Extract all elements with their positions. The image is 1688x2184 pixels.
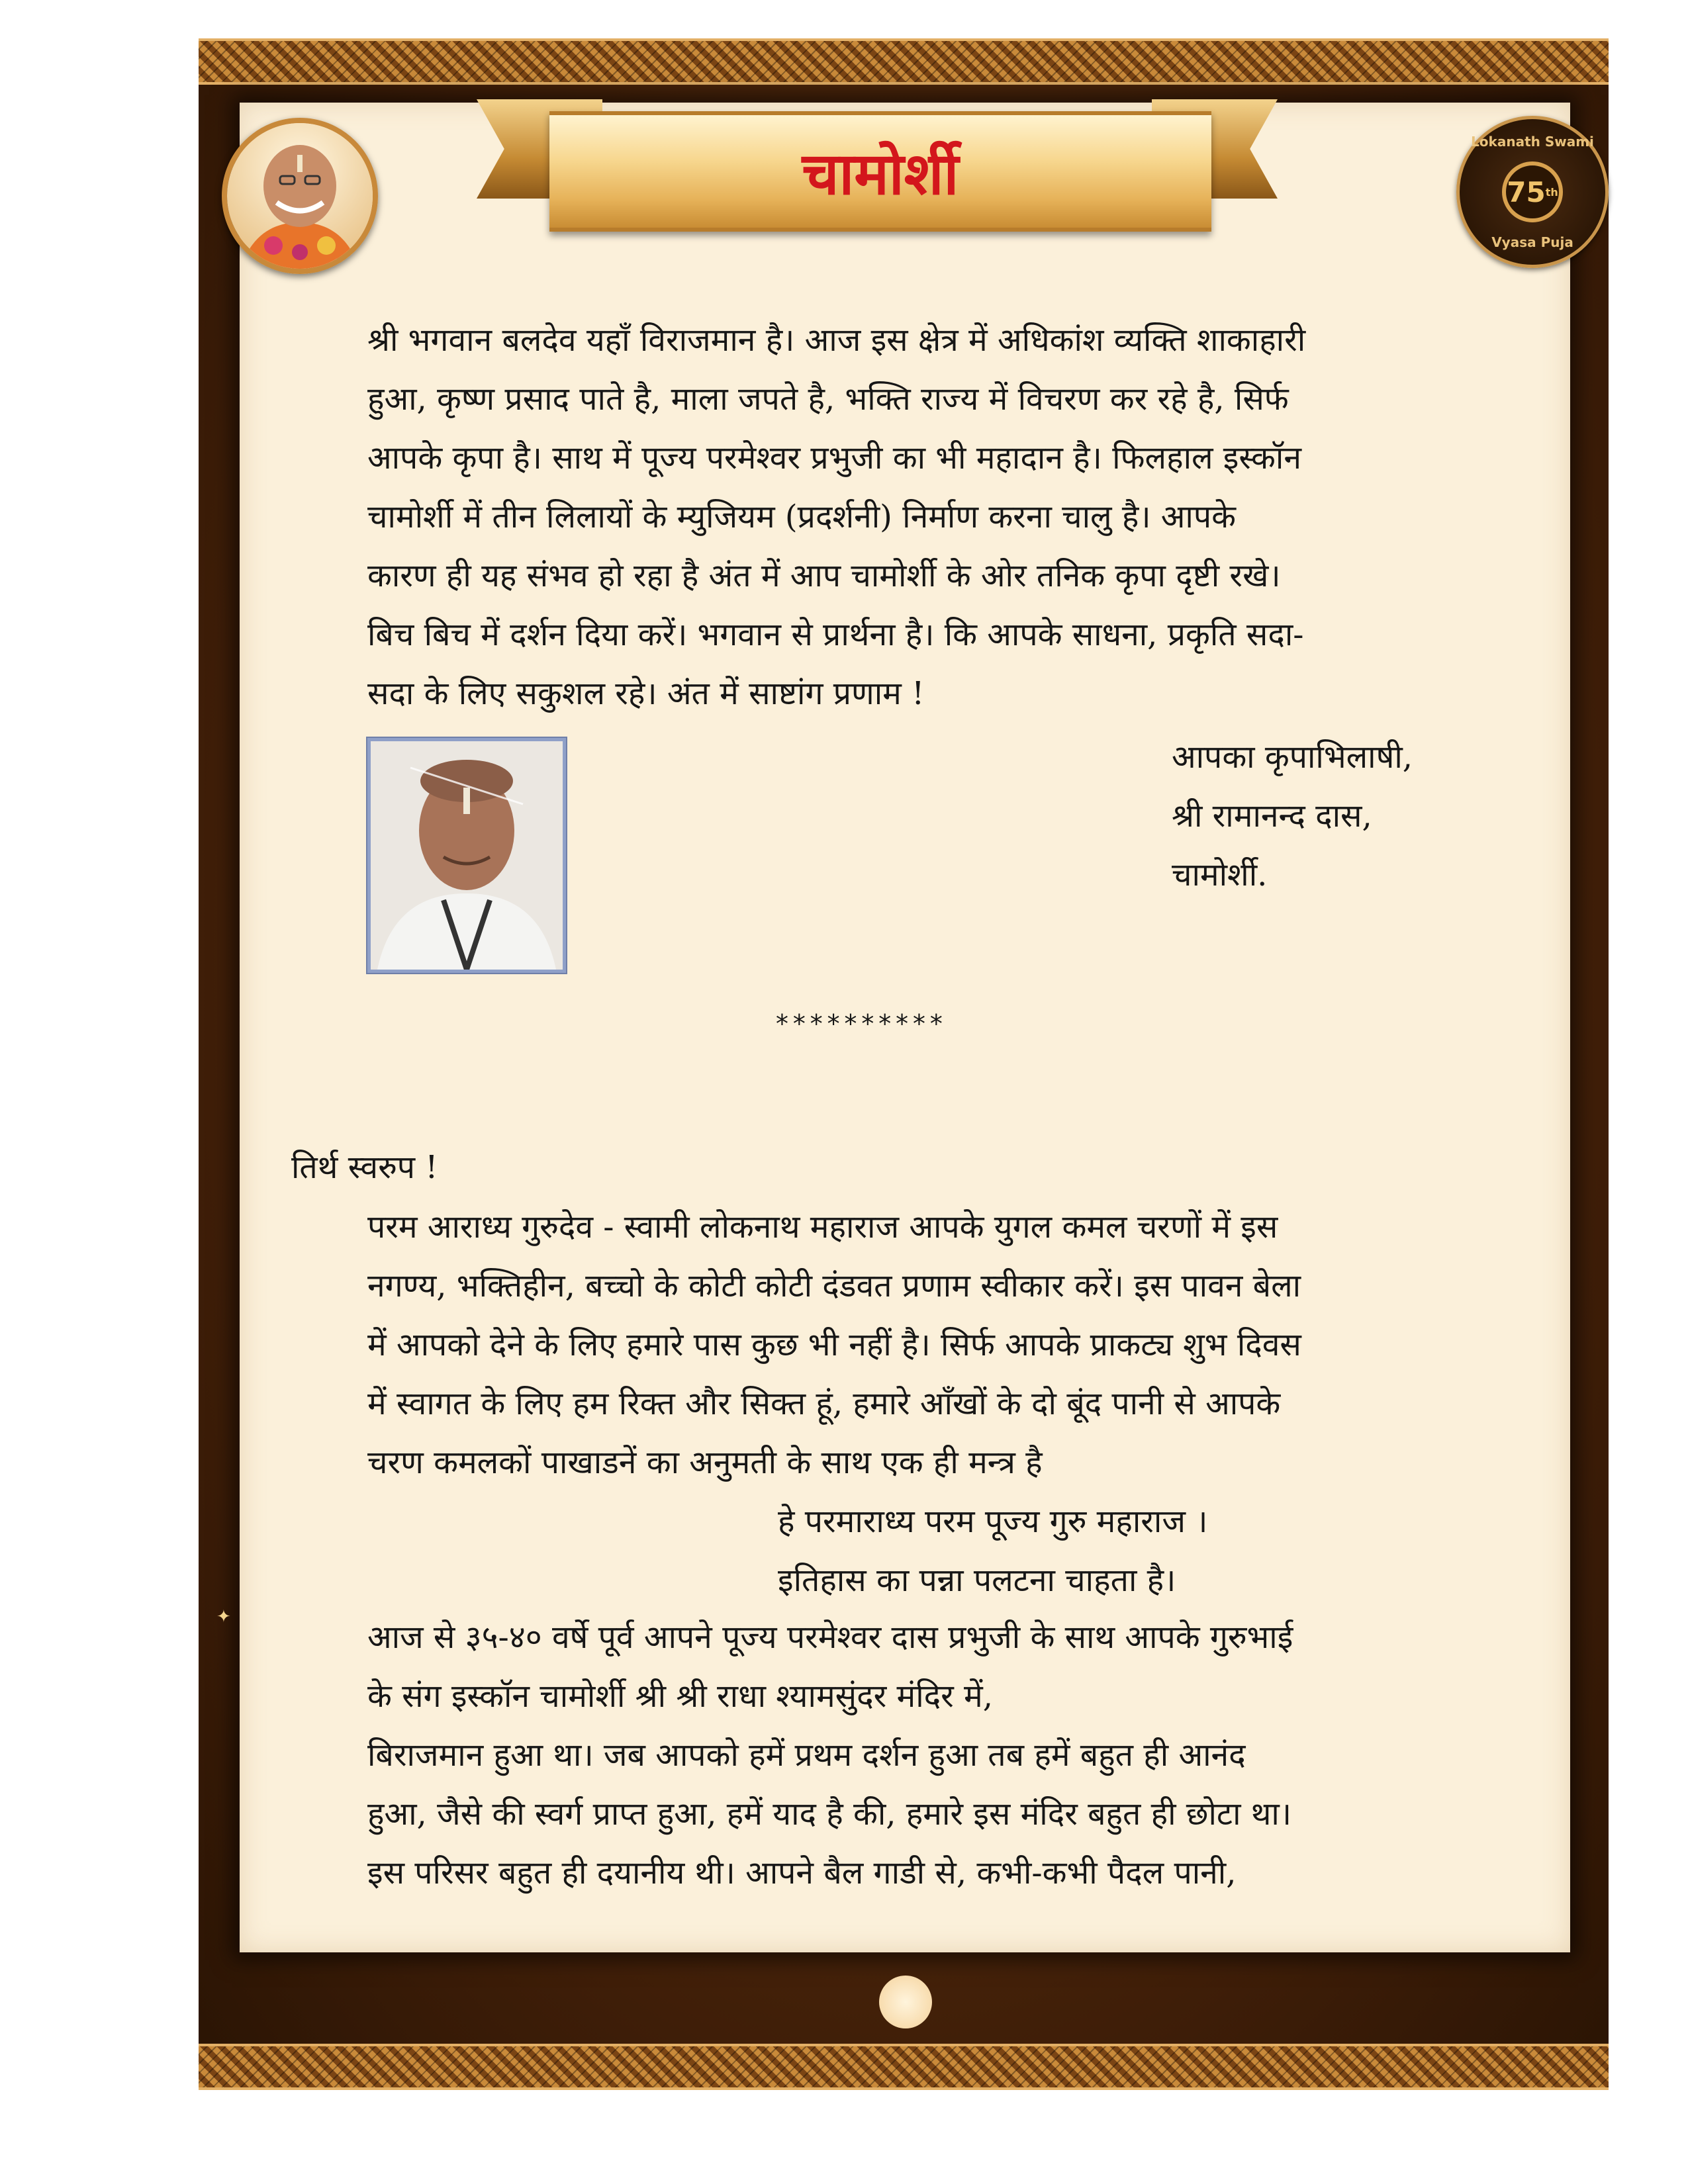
sparkle-icon: ✦ bbox=[216, 1607, 231, 1627]
letter-2-line: इस परिसर बहुत ही दयानीय थी। आपने बैल गाडी से, कभी-कभी पैदल पानी, bbox=[367, 1854, 1237, 1891]
letter-2-line: बिराजमान हुआ था। जब आपको हमें प्रथम दर्शन हुआ तब हमें बहुत ही आनंद bbox=[367, 1737, 1246, 1774]
signature-line: श्री रामानन्द दास, bbox=[1172, 797, 1372, 835]
author-photo-image bbox=[371, 741, 563, 970]
guru-portrait-image bbox=[227, 123, 373, 269]
letter-2-line: हुआ, जैसे की स्वर्ग प्राप्त हुआ, हमें याद है की, हमारे इस मंदिर बहुत ही छोटा था। bbox=[367, 1796, 1292, 1833]
mantra-line: हे परमाराध्य परम पूज्य गुरु महाराज । bbox=[778, 1503, 1208, 1540]
letter-2-line: में आपको देने के लिए हमारे पास कुछ भी नहीं है। सिर्फ आपके प्राकट्य शुभ दिवस bbox=[367, 1326, 1301, 1363]
letter-2-body-a bbox=[367, 1198, 1499, 1492]
letter-1-line: हुआ, कृष्ण प्रसाद पाते है, माला जपते है, भक्ति राज्य में विचरण कर रहे है, सिर्फ bbox=[367, 381, 1289, 418]
letter-2-body-b bbox=[367, 1608, 1499, 1903]
letter-2-line: में स्वागत के लिए हम रिक्त और सिक्त हूं, हमारे आँखों के दो बूंद पानी से आपके bbox=[367, 1385, 1281, 1422]
letter-1-line: चामोर्शी में तीन लिलायों के म्युजियम (प्रदर्शनी) निर्माण करना चालु है। आपके bbox=[367, 498, 1236, 535]
title-ribbon bbox=[549, 111, 1211, 232]
signature-line: चामोर्शी. bbox=[1172, 856, 1268, 893]
letter-2-line: आज से ३५-४० वर्षे पूर्व आपने पूज्य परमेश्वर दास प्रभुजी के साथ आपके गुरुभाई bbox=[367, 1619, 1293, 1656]
bottom-border bbox=[199, 2044, 1609, 2090]
mantra-block bbox=[778, 1492, 1440, 1610]
signature-line: आपका कृपाभिलाषी, bbox=[1172, 739, 1413, 776]
letter-2-salutation: तिर्थ स्वरुप ! bbox=[291, 1149, 438, 1186]
letter-1-body bbox=[367, 311, 1499, 723]
badge-number: 75 bbox=[1507, 175, 1546, 208]
author-photo bbox=[367, 738, 566, 973]
badge-top-text: Lokanath Swami bbox=[1471, 134, 1594, 150]
guru-portrait bbox=[222, 118, 378, 274]
letter-1-line: सदा के लिए सकुशल रहे। अंत में साष्टांग प्रणाम ! bbox=[367, 675, 925, 712]
letter-1-line: कारण ही यह संभव हो रहा है अंत में आप चामोर्शी के ओर तनिक कृपा दृष्टी रखे। bbox=[367, 557, 1281, 594]
badge-number-ring bbox=[1502, 161, 1563, 222]
letter-2-line: नगण्य, भक्तिहीन, बच्चो के कोटी कोटी दंडवत प्रणाम स्वीकार करें। इस पावन बेला bbox=[367, 1267, 1301, 1304]
letter-1-signature bbox=[1172, 728, 1503, 905]
letter-1-line: बिच बिच में दर्शन दिया करें। भगवान से प्रार्थना है। कि आपके साधना, प्रकृति सदा- bbox=[367, 616, 1304, 653]
page-title: चामोर्शी bbox=[802, 139, 959, 208]
page-ornament-dot bbox=[879, 1976, 932, 2028]
letter-1-line: श्री भगवान बलदेव यहाँ विराजमान है। आज इस क्षेत्र में अधिकांश व्यक्ति शाकाहारी bbox=[367, 322, 1306, 359]
letter-1-line: आपके कृपा है। साथ में पूज्य परमेश्वर प्रभुजी का भी महादान है। फिलहाल इस्कॉन bbox=[367, 439, 1301, 477]
letter-2-line: के संग इस्कॉन चामोर्शी श्री श्री राधा श्यामसुंदर मंदिर में, bbox=[367, 1678, 993, 1715]
top-border bbox=[199, 38, 1609, 85]
vyasa-puja-badge bbox=[1456, 116, 1609, 268]
letter-2-line: परम आराध्य गुरुदेव - स्वामी लोकनाथ महाराज आपके युगल कमल चरणों में इस bbox=[367, 1208, 1278, 1246]
mantra-line: इतिहास का पन्ना पलटना चाहता है। bbox=[778, 1562, 1176, 1599]
letter-2-line: चरण कमलकों पाखाडनें का अनुमती के साथ एक ही मन्त्र है bbox=[367, 1444, 1043, 1481]
badge-bottom-text: Vyasa Puja bbox=[1491, 234, 1573, 250]
section-separator: ********** bbox=[774, 1009, 946, 1038]
badge-number-suffix: th bbox=[1545, 185, 1558, 199]
